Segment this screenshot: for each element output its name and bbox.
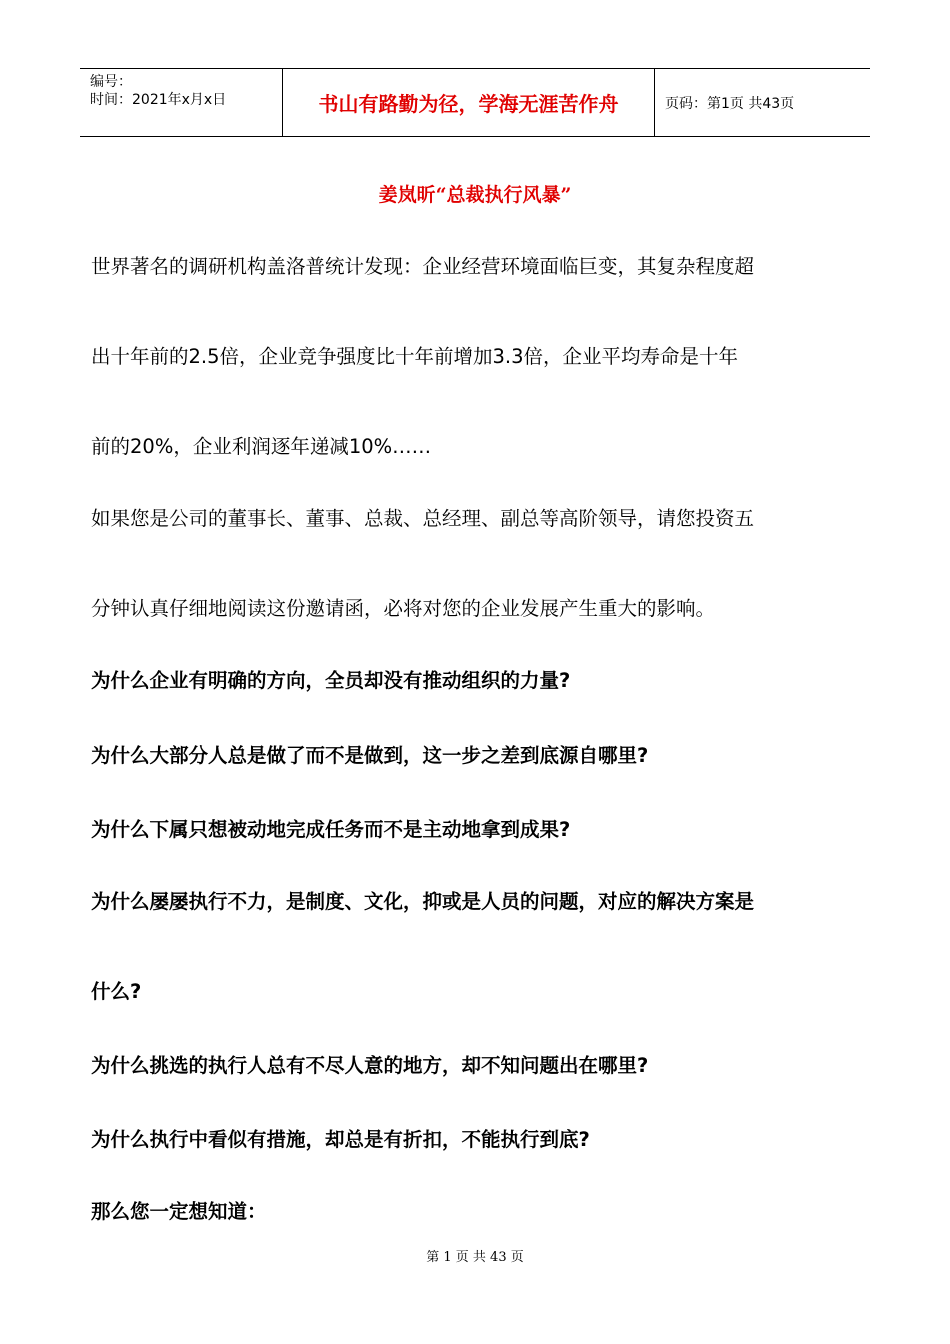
- question-line: 为什么挑选的执行人总有不尽人意的地方，却不知问题出在哪里?: [91, 1054, 649, 1077]
- question-line: 什么?: [91, 980, 142, 1003]
- date-label: 时间：2021年x月x日: [90, 92, 227, 108]
- paragraph-line: 如果您是公司的董事长、董事、总裁、总经理、副总等高阶领导，请您投资五: [91, 507, 755, 530]
- question-line: 那么您一定想知道：: [91, 1200, 267, 1223]
- paragraph-line: 前的20%，企业利润逐年递减10%……: [91, 435, 432, 458]
- document-title: 姜岚昕“总裁执行风暴”: [378, 184, 572, 206]
- question-line: 为什么执行中看似有措施，却总是有折扣，不能执行到底?: [91, 1128, 590, 1151]
- paragraph-line: 出十年前的2.5倍，企业竞争强度比十年前增加3.3倍，企业平均寿命是十年: [91, 345, 739, 368]
- question-line: 为什么屡屡执行不力，是制度、文化，抑或是人员的问题，对应的解决方案是: [91, 890, 755, 913]
- question-line: 为什么企业有明确的方向，全员却没有推动组织的力量?: [91, 669, 571, 692]
- page-footer: 第 1 页 共 43 页: [426, 1250, 524, 1265]
- document-header: [80, 68, 870, 137]
- header-meta: [80, 69, 282, 136]
- header-page-info: 页码：第1页 共43页: [665, 95, 795, 112]
- serial-number-label: 编号：: [90, 74, 132, 90]
- header-motto: 书山有路勤为径，学海无涯苦作舟: [282, 69, 655, 136]
- paragraph-line: 分钟认真仔细地阅读这份邀请函，必将对您的企业发展产生重大的影响。: [91, 597, 716, 620]
- question-line: 为什么下属只想被动地完成任务而不是主动地拿到成果?: [91, 818, 571, 841]
- paragraph-line: 世界著名的调研机构盖洛普统计发现：企业经营环境面临巨变，其复杂程度超: [91, 255, 755, 278]
- question-line: 为什么大部分人总是做了而不是做到，这一步之差到底源自哪里?: [91, 744, 649, 767]
